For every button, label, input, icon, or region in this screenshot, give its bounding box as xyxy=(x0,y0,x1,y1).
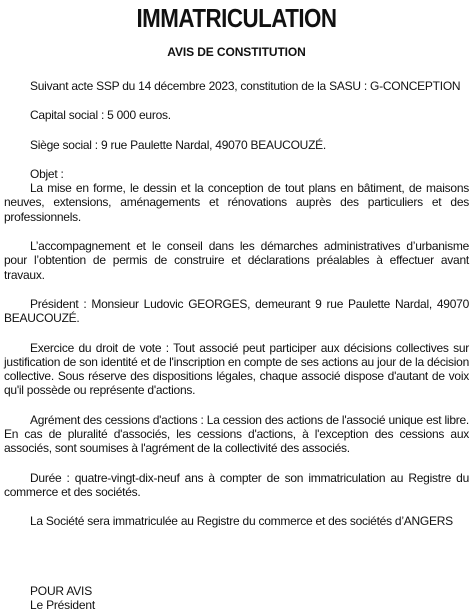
registre-paragraph: La Société sera immatriculée au Registre du commerce et des sociétés d’ANGERS xyxy=(30,514,453,529)
notice-body xyxy=(4,79,469,529)
capital-paragraph: Capital social : 5 000 euros. xyxy=(30,108,171,123)
agrement-paragraph: Agrément des cessions d'actions : La cession des actions de l'associé unique est libre. En cas de pluralité d'associés, les cessions d'actions, à l'exception des cessions aux associés, sont soumises à l'agrément de la collectivité des associés. xyxy=(4,412,469,456)
objet-paragraph-2: L’accompagnement et le conseil dans les démarches administratives d’urbanisme pour l’obtention de permis de construire et déclarations préalables à effectuer avant travaux. xyxy=(4,239,469,282)
objet-label: Objet : xyxy=(30,166,64,181)
notice-subtitle: AVIS DE CONSTITUTION xyxy=(167,45,306,59)
signature-block xyxy=(30,584,95,613)
duree-paragraph: Durée : quatre-vingt-dix-neuf ans à compter de son immatriculation au Registre du commerce et des sociétés. xyxy=(4,470,469,499)
vote-paragraph: Exercice du droit de vote : Tout associé peut participer aux décisions collectives sur justification de son identité et de l'inscription en compte de ses actions au jour de la décision collective. Sous réserve des dispositions légales, chaque associé dispose d'autant de voix qu'il possède ou représente d'actions. xyxy=(4,340,469,398)
president-paragraph: Président : Monsieur Ludovic GEORGES, demeurant 9 rue Paulette Nardal, 49070 BEAUCOUZÉ. xyxy=(4,296,469,326)
constitution-paragraph: Suivant acte SSP du 14 décembre 2023, constitution de la SASU : G-CONCEPTION xyxy=(30,79,461,93)
president-signature-label: Le Président xyxy=(30,598,95,613)
pour-avis-label: POUR AVIS xyxy=(30,584,92,598)
notice-title: IMMATRICULATION xyxy=(136,3,337,33)
siege-paragraph: Siège social : 9 rue Paulette Nardal, 49070 BEAUCOUZÉ. xyxy=(30,137,326,152)
objet-paragraph-1: La mise en forme, le dessin et la conception de tout plans en bâtiment, de maisons neuves, extensions, aménagements et rénovations auprès des particuliers et des professionnels. xyxy=(4,181,469,224)
